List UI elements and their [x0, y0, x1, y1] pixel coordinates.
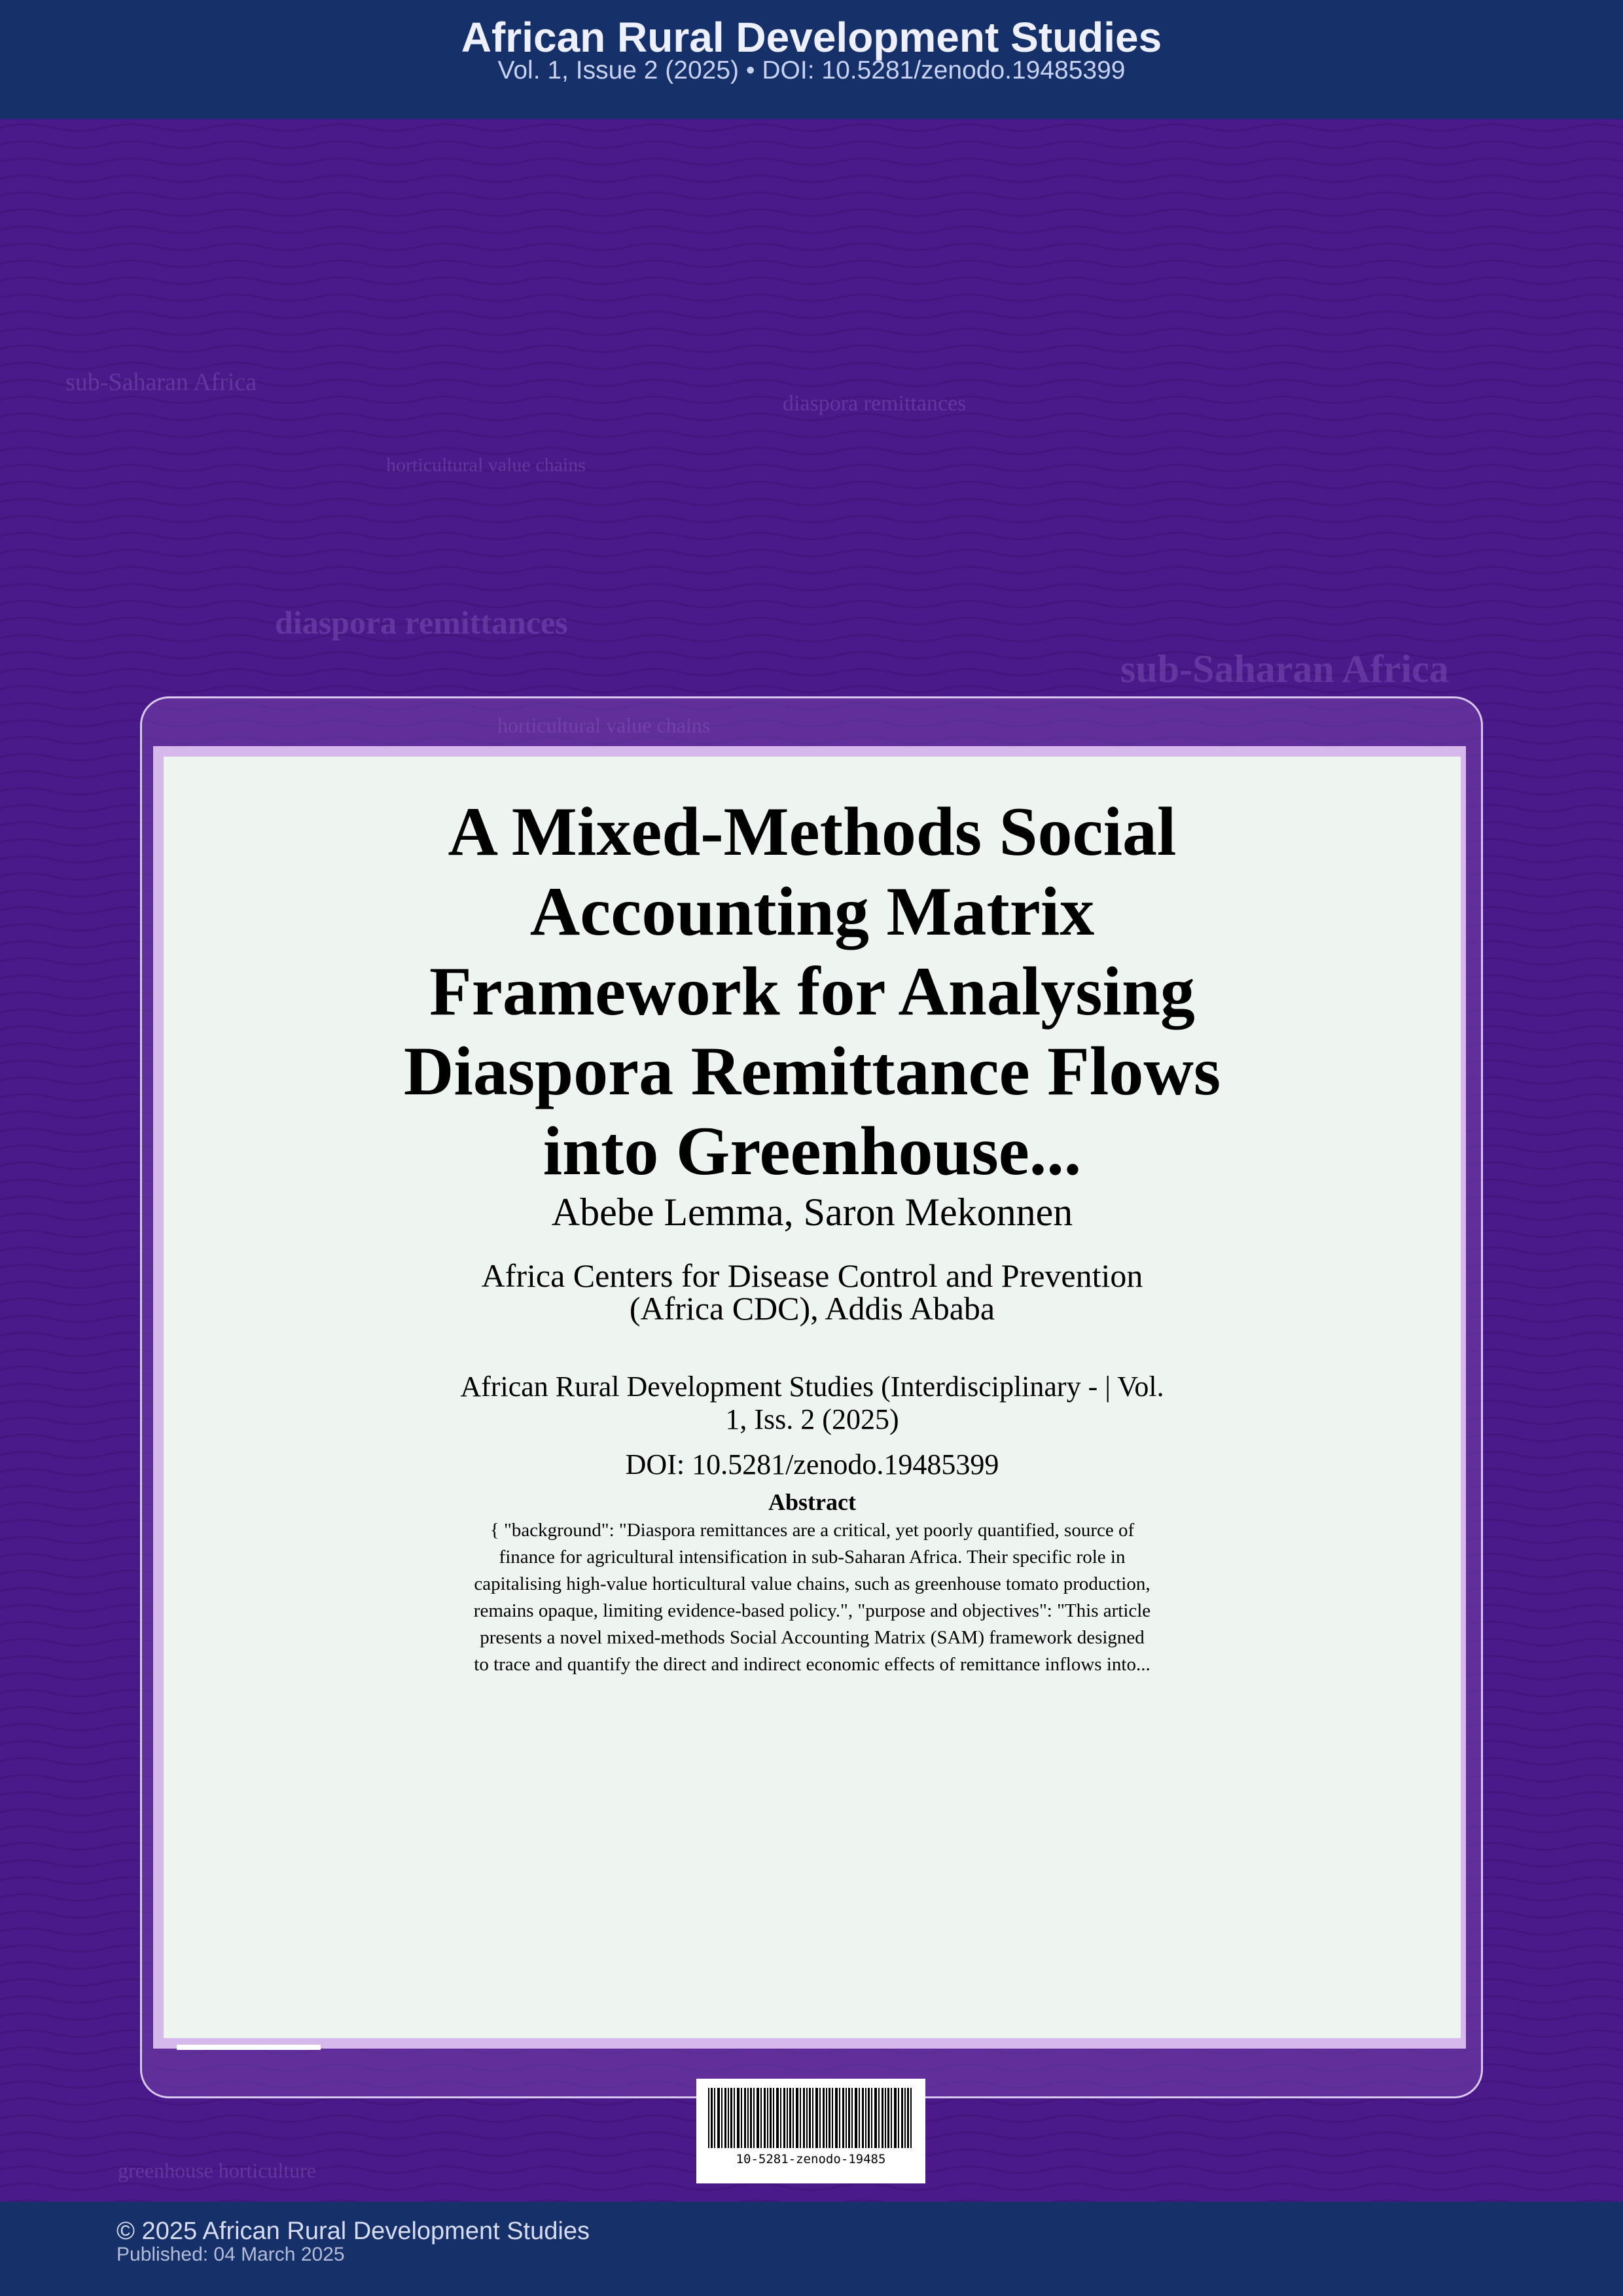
abstract-text: { "background": "Diaspora remittances are a critical, yet poorly quantified, source of finance for agricultural intensification in sub-Saharan Africa. Their specific role in capitalising high-value horticultural value chains, such as greenhouse tomato production, remains opaque, limiting evidence-based policy.", "purpose and objectives": "This article presents a novel mixed-methods Social Accounting Matrix (SAM) framework designed to trace and quantify the direct and indirect economic effects of remittance inflows into...	[473, 1520, 1151, 1675]
barcode-bar	[724, 2088, 726, 2148]
barcode-bar	[787, 2088, 788, 2148]
barcode-bar	[815, 2088, 818, 2148]
barcode-bar	[885, 2088, 886, 2148]
barcode-bar	[721, 2088, 722, 2148]
barcode-bar	[728, 2088, 729, 2148]
barcode-bar	[829, 2088, 830, 2148]
barcode-bar	[865, 2088, 866, 2148]
barcode-bar	[904, 2088, 906, 2148]
barcode-bar	[796, 2088, 798, 2148]
barcode-bar	[809, 2088, 811, 2148]
barcode-bar	[891, 2088, 892, 2148]
barcode-bar	[750, 2088, 752, 2148]
barcode-bar	[839, 2088, 840, 2148]
barcode-bar	[887, 2088, 889, 2148]
barcode-bar	[764, 2088, 766, 2148]
barcode-bar	[832, 2088, 833, 2148]
barcode-bar	[851, 2088, 853, 2148]
barcode-bar	[868, 2088, 870, 2148]
barcode-bar	[730, 2088, 732, 2148]
barcode-bars	[708, 2088, 914, 2148]
barcode-bar	[773, 2088, 774, 2148]
barcode-bar	[855, 2088, 857, 2148]
barcode-bar	[901, 2088, 903, 2148]
barcode-bar	[806, 2088, 808, 2148]
watermark-text: sub-Saharan Africa	[1120, 647, 1449, 691]
barcode-bar	[898, 2088, 899, 2148]
barcode-bar	[741, 2088, 742, 2148]
barcode-bar	[823, 2088, 825, 2148]
barcode-bar	[835, 2088, 838, 2148]
barcode-bar	[878, 2088, 880, 2148]
barcode-bar	[812, 2088, 813, 2148]
barcode-bar	[757, 2088, 759, 2148]
article-authors: Abebe Lemma, Saron Mekonnen	[551, 1191, 1073, 1234]
published-date: Published: 04 March 2025	[116, 2244, 345, 2265]
author-affiliation: Africa Centers for Disease Control and Prevention (Africa CDC), Addis Ababa	[481, 1257, 1143, 1327]
barcode-bar	[859, 2088, 860, 2148]
journal-header	[0, 0, 1623, 119]
barcode-bar	[846, 2088, 847, 2148]
barcode-bar	[776, 2088, 779, 2148]
barcode-bar	[882, 2088, 883, 2148]
barcode-bar	[767, 2088, 768, 2148]
watermark-text: greenhouse horticulture	[118, 2159, 316, 2182]
watermark-text: sub-Saharan Africa	[65, 368, 257, 396]
barcode-bar	[907, 2088, 909, 2148]
barcode-bar	[842, 2088, 844, 2148]
barcode-bar	[714, 2088, 715, 2148]
barcode	[696, 2079, 925, 2183]
article-doi: DOI: 10.5281/zenodo.19485399	[625, 1448, 999, 1480]
publication-venue: African Rural Development Studies (Interdisciplinary - | Vol. 1, Iss. 2 (2025)	[460, 1371, 1164, 1435]
barcode-bar	[800, 2088, 801, 2148]
barcode-bar	[737, 2088, 740, 2148]
barcode-bar	[862, 2088, 864, 2148]
barcode-bar	[753, 2088, 755, 2148]
barcode-bar	[789, 2088, 791, 2148]
barcode-bar	[803, 2088, 805, 2148]
barcode-bar	[747, 2088, 749, 2148]
barcode-text: 10-5281-zenodo-19485	[736, 2152, 886, 2166]
barcode-bar	[910, 2088, 912, 2148]
barcode-bar	[744, 2088, 746, 2148]
barcode-bar	[711, 2088, 713, 2148]
journal-title: African Rural Development Studies	[461, 14, 1162, 61]
barcode-bar	[717, 2088, 720, 2148]
watermark-text: horticultural value chains	[497, 713, 711, 737]
barcode-bar	[780, 2088, 781, 2148]
article-title: A Mixed-Methods Social Accounting Matrix Framework for Analysing Diaspora Remittance Flows into Greenhouse...	[403, 793, 1221, 1189]
barcode-bar	[760, 2088, 762, 2148]
barcode-bar	[894, 2088, 897, 2148]
barcode-bar	[871, 2088, 872, 2148]
barcode-bar	[874, 2088, 877, 2148]
watermark-text: horticultural value chains	[386, 454, 586, 476]
issue-line: Vol. 1, Issue 2 (2025) • DOI: 10.5281/zenodo.19485399	[497, 56, 1126, 84]
barcode-bar	[734, 2088, 735, 2148]
barcode-bar	[793, 2088, 794, 2148]
watermark-text: diaspora remittances	[275, 604, 568, 641]
barcode-bar	[783, 2088, 785, 2148]
barcode-bar	[819, 2088, 821, 2148]
watermark-text: diaspora remittances	[783, 391, 967, 416]
barcode-bar	[770, 2088, 772, 2148]
barcode-bar	[708, 2088, 709, 2148]
accent-bar	[177, 2045, 321, 2050]
barcode-bar	[848, 2088, 850, 2148]
barcode-bar	[826, 2088, 827, 2148]
copyright-text: © 2025 African Rural Development Studies	[116, 2217, 590, 2245]
abstract-heading: Abstract	[768, 1489, 856, 1515]
